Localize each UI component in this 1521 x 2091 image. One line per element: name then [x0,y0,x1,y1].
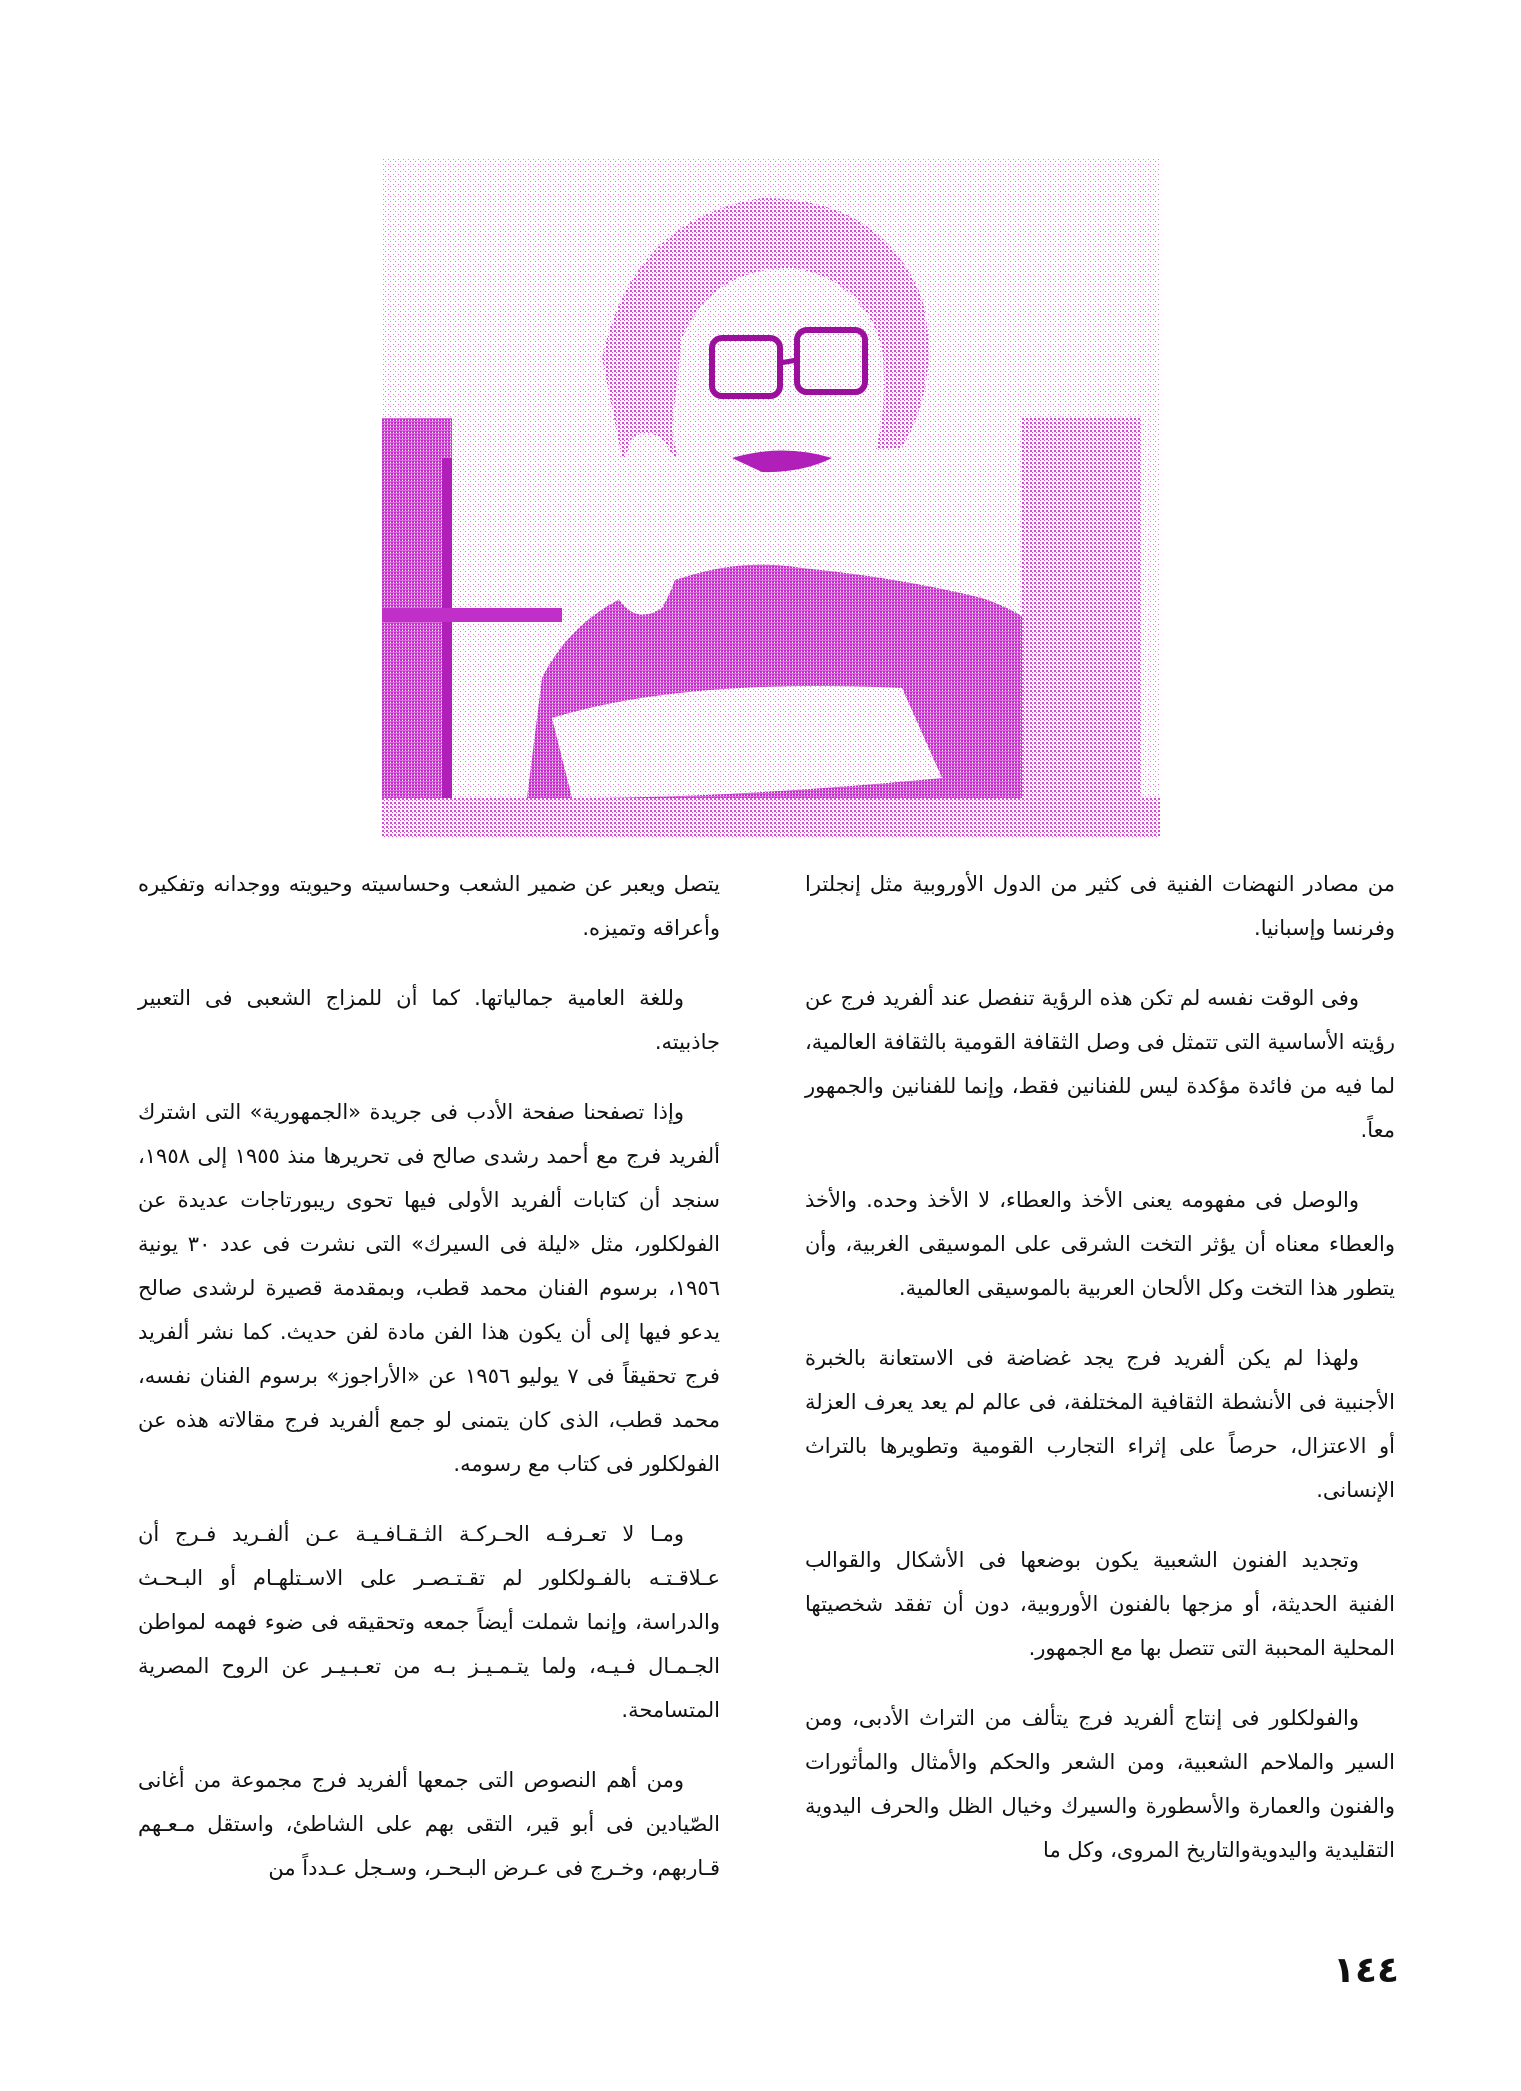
paragraph: وفى الوقت نفسه لم تكن هذه الرؤية تنفصل عند ألفريد فرج عن رؤيته الأساسية التى تتمثل فى وصل الثقافة القومية بالثقافة العالمية، لما فيه من فائدة مؤكدة ليس للفنانين فقط، وإنما للفنانين والجمهور معاً. [805,986,1395,1142]
article-column-left [138,862,720,1916]
paragraph: وإذا تصفحنا صفحة الأدب فى جريدة «الجمهورية» التى اشترك ألفريد فرج مع أحمد رشدى صالح فى تحريرها منذ ١٩٥٥ إلى ١٩٥٨، سنجد أن كتابات ألفريد الأولى فيها تحوى ريبورتاجات عديدة عن الفولكلور، مثل «ليلة فى السيرك» التى نشرت فى عدد ٣٠ يونية ١٩٥٦، برسوم الفنان محمد قطب، وبمقدمة قصيرة لرشدى صالح يدعو فيها إلى أن يكون هذا الفن مادة لفن حديث. كما نشر ألفريد فرج تحقيقاً فى ٧ يوليو ١٩٥٦ عن «الأراجوز» برسوم الفنان نفسه، محمد قطب، الذى كان يتمنى لو جمع ألفريد فرج مقالاته هذه عن الفولكلور فى كتاب مع رسومه. [138,1100,721,1476]
paragraph: وللغة العامية جمالياتها. كما أن للمزاج الشعبى فى التعبير جاذبيته. [138,986,720,1054]
article-column-right [805,862,1395,1898]
page-number: ١٤٤ [1333,1950,1399,1991]
paragraph: ولهذا لم يكن ألفريد فرج يجد غضاضة فى الاستعانة بالخبرة الأجنبية فى الأنشطة الثقافية المختلفة، فى عالم لم يعد يعرف العزلة أو الاعتزال، حرصاً على إثراء التجارب القومية وتطويرها بالتراث الإنسانى. [805,1346,1395,1502]
paragraph: من مصادر النهضات الفنية فى كثير من الدول الأوروبية مثل إنجلترا وفرنسا وإسبانيا. [805,872,1395,940]
paragraph: والفولكلور فى إنتاج ألفريد فرج يتألف من التراث الأدبى، ومن السير والملاحم الشعبية، ومن الشعر والحكم والأمثال والمأثورات والفنون والعمارة والأسطورة والسيرك وخيال الظل والحرف اليدوية التقليدية واليدويةوالتاريخ المروى، وكل ما [805,1706,1395,1862]
portrait-photo [382,158,1160,838]
paragraph: يتصل ويعبر عن ضمير الشعب وحساسيته وحيويته ووجدانه وتفكيره وأعراقه وتميزه. [138,872,720,940]
paragraph: وتجديد الفنون الشعبية يكون بوضعها فى الأشكال والقوالب الفنية الحديثة، أو مزجها بالفنون الأوروبية، دون أن تفقد شخصيتها المحلية المحببة التى تتصل بها مع الجمهور. [805,1548,1395,1660]
paragraph: والوصل فى مفهومه يعنى الأخذ والعطاء، لا الأخذ وحده. والأخذ والعطاء معناه أن يؤثر التخت الشرقى على الموسيقى الغربية، وأن يتطور هذا التخت وكل الألحان العربية بالموسيقى العالمية. [805,1188,1395,1300]
paragraph: ومـا لا تعـرفـه الحـركـة الثـقـافـيـة عـن ألفـريد فـرج أن عـلاقـتـه بالفـولكلور لم تقـتـصـر على الاسـتلهـام أو البـحـث والدراسة، وإنما شملت أيضاً جمعه وتحقيقه فى ضوء فهمه لمواطن الجـمـال فـيـه، ولما يتـمـيـز بـه من تعـبـيـر عن الروح المصرية المتسامحة. [138,1522,720,1722]
paragraph: ومن أهم النصوص التى جمعها ألفريد فرج مجموعة من أغانى الصّيادين فى أبو قير، التقى بهم على الشاطئ، واستقل مـعـهم قـاربهم، وخـرج فى عـرض البـحـر، وسـجل عـدداً من [138,1768,720,1880]
